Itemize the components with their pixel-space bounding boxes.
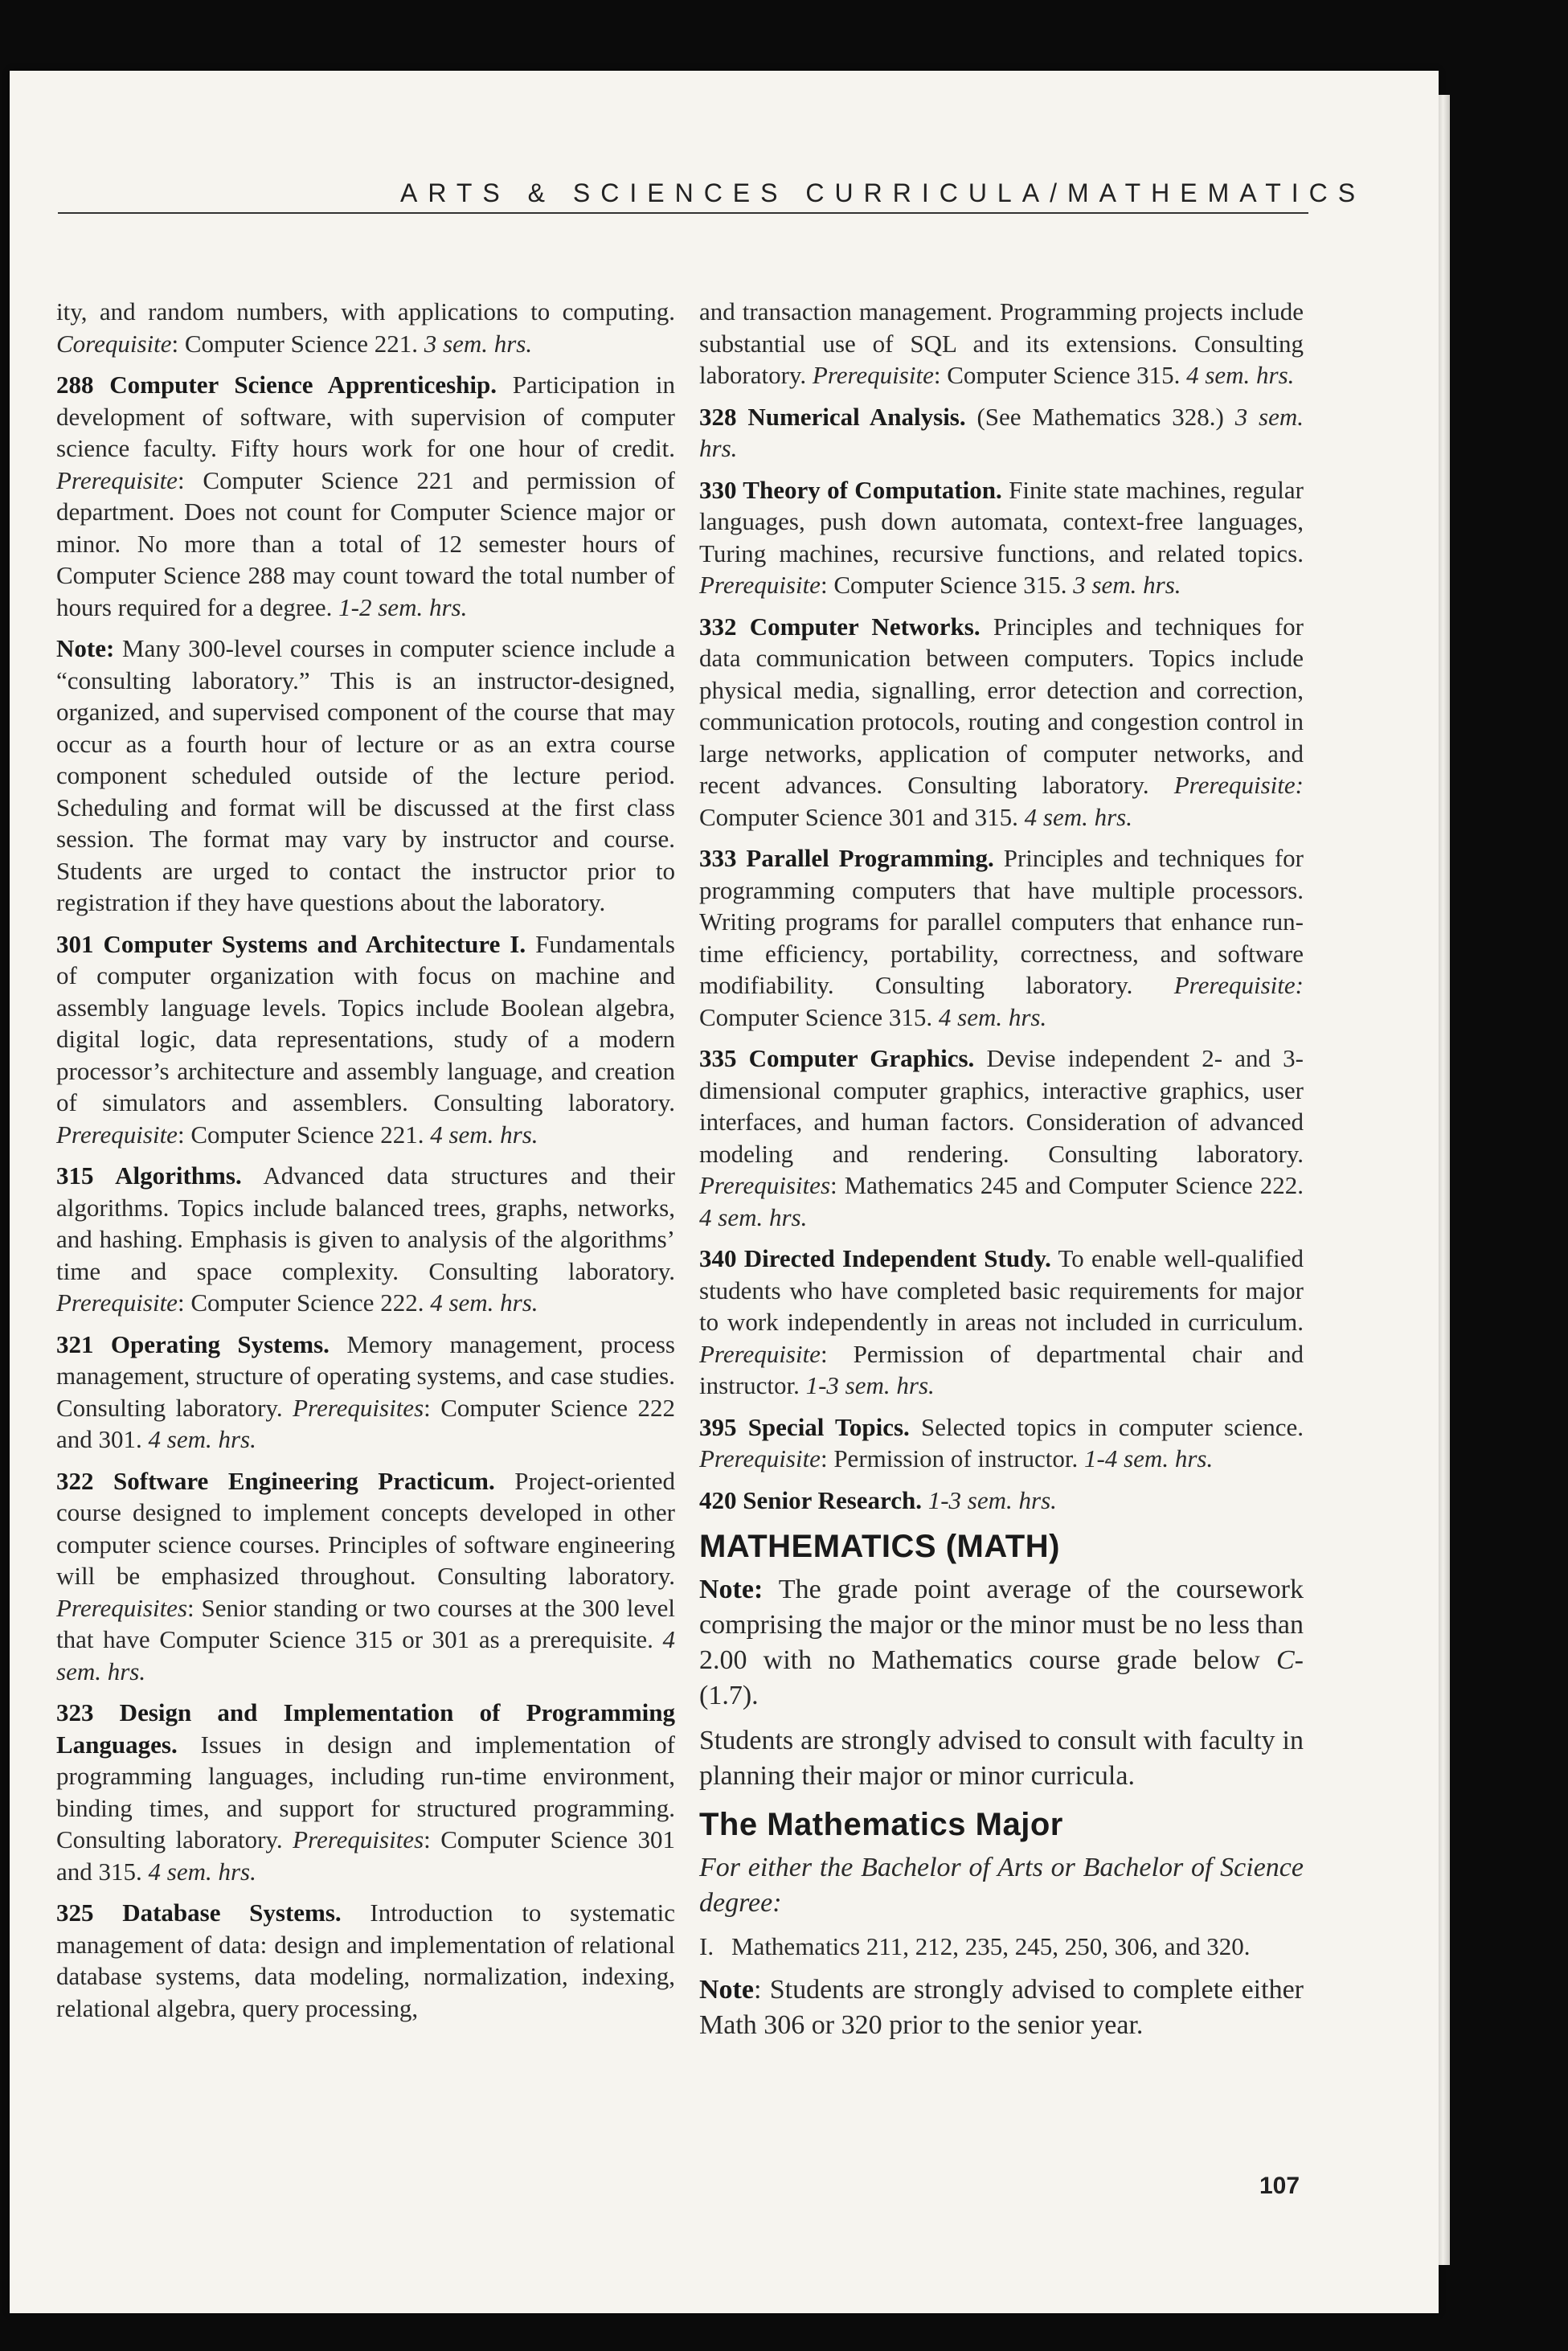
course-title: 420 Senior Research. xyxy=(699,1485,922,1514)
corequisite-label: Corequisite xyxy=(56,329,172,358)
prerequisite-text: : Computer Science 222 and 301. xyxy=(56,1393,675,1453)
prerequisite-label: Prerequisites xyxy=(56,1593,188,1622)
course-description: (See Mathematics 328.) xyxy=(965,402,1235,431)
course-description: Principles and techniques for data communication between computers. Topics include physical media, signalling, error detection and correction, communication protocols, routing and congestion control in large networks, application of computer networks, and recent advances. Consulting laboratory. xyxy=(699,612,1304,799)
prerequisite-label: Prerequisite xyxy=(699,1444,821,1472)
credit-hours: 4 sem. hrs. xyxy=(430,1288,538,1317)
prerequisite-text: : Computer Science 221. xyxy=(177,1120,431,1149)
course-title: 288 Computer Science Apprenticeship. xyxy=(56,371,497,399)
math-gpa-note xyxy=(699,1572,1304,1714)
page-edge xyxy=(1439,95,1450,2265)
credit-hours: 4 sem. hrs. xyxy=(938,1002,1047,1031)
prerequisite-text: : Senior standing or two courses at the 300 level that have Computer Science 315 or 301 as a prerequisite. xyxy=(56,1593,675,1653)
running-head: ARTS & SCIENCES CURRICULA/MATHEMATICS xyxy=(400,178,1366,207)
note-label: Note: xyxy=(699,1575,764,1604)
note-text: The grade point average of the coursework comprising the major or the minor must be no less than 2.00 with no Mathematics course grade below xyxy=(699,1575,1304,1675)
prerequisite-label: Prerequisite xyxy=(56,1288,178,1317)
credit-hours: 4 sem. hrs. xyxy=(430,1120,538,1149)
credit-hours: 1-3 sem. hrs. xyxy=(805,1371,935,1399)
course-description: Memory management, process management, structure of operating systems, and case studies. Consulting laboratory. xyxy=(56,1329,675,1422)
course-328 xyxy=(699,401,1304,465)
credit-hours: 4 sem. hrs. xyxy=(56,1625,675,1685)
page-number: 107 xyxy=(1259,2173,1300,2199)
advising-paragraph: Students are strongly advised to consult with faculty in planning their major or minor curricula. xyxy=(699,1726,1304,1791)
course-description: Advanced data structures and their algorithms. Topics include balanced trees, graphs, networks, and hashing. Emphasis is given to analysis of the algorithms’ time and space complexity. Consulting laboratory. xyxy=(56,1161,676,1285)
course-title: 395 Special Topics. xyxy=(699,1412,910,1441)
note-text: Many 300-level courses in computer science include a “consulting laboratory.” This is an instructor-designed, organized, and supervised component of the course that may occur as a fourth hour of lecture or as an extra course component scheduled outside of the lecture period. Scheduling and format will be discussed at the first class session. The format may vary by instructor and course. Students are urged to contact the instructor prior to registration if they have questions about the laboratory. xyxy=(56,634,675,916)
math-major-heading: The Mathematics Major xyxy=(699,1807,1063,1842)
prerequisite-text: : Permission of departmental chair and instructor. xyxy=(699,1339,1304,1399)
credit-hours: 3 sem. hrs. xyxy=(1073,571,1181,599)
course-title: 332 Computer Networks. xyxy=(699,612,981,641)
course-description: Introduction to systematic management of data: design and implementation of relational database systems, data modeling, normalization, indexing, relational algebra, query processing, xyxy=(56,1898,675,2022)
credit-hours: 4 sem. hrs. xyxy=(1024,802,1132,831)
credit-hours: 4 sem. hrs. xyxy=(1186,361,1295,389)
course-description: Principles and techniques for programming computers that have multiple processors. Writing programs for parallel computers that enhance run-time efficiency, portability, correctness, and software modifiability. Consulting laboratory. xyxy=(699,844,1304,999)
course-321 xyxy=(56,1329,675,1456)
continuation-paragraph xyxy=(56,296,675,359)
course-description: Project-oriented course designed to implement concepts developed in other computer science courses. Principles of software engineering will be emphasized throughout. Consulting laboratory. xyxy=(56,1466,675,1590)
course-title: 340 Directed Independent Study. xyxy=(699,1244,1051,1272)
course-332 xyxy=(699,611,1304,833)
course-title: 328 Numerical Analysis. xyxy=(699,402,966,431)
prerequisite-label: Prerequisite: xyxy=(1173,971,1304,999)
course-title: 301 Computer Systems and Architecture I. xyxy=(56,929,526,958)
course-title: 321 Operating Systems. xyxy=(56,1329,330,1358)
course-322 xyxy=(56,1465,675,1688)
course-description: Participation in development of software, with supervision of computer science faculty. Fifty hours work for one hour of credit. xyxy=(56,371,675,462)
note-text: : Students are strongly advised to complete either Math 306 or 320 prior to the senior year. xyxy=(699,1974,1304,2040)
right-column xyxy=(699,296,1304,2053)
prerequisite-text: : Computer Science 315. xyxy=(820,571,1074,599)
course-description: To enable well-qualified students who have completed basic requirements for major to work independently in areas not included in curriculum. xyxy=(699,1244,1304,1336)
course-330 xyxy=(699,474,1304,601)
course-420 xyxy=(699,1485,1304,1517)
credit-hours: 3 sem. hrs. xyxy=(699,402,1304,462)
text: : Computer Science 221. xyxy=(171,329,424,358)
minimum-grade: C- xyxy=(1276,1645,1304,1675)
prerequisite-label: Prerequisite xyxy=(699,1339,821,1368)
course-title: 325 Database Systems. xyxy=(56,1898,342,1927)
course-title: 315 Algorithms. xyxy=(56,1161,242,1190)
prerequisite-text: : Computer Science 222. xyxy=(177,1288,431,1317)
prerequisite-text: : Permission of instructor. xyxy=(820,1444,1085,1472)
prerequisite-label: Prerequisite xyxy=(56,465,178,494)
text: and transaction management. Programming projects include substantial use of SQL and its extensions. Consulting laboratory. xyxy=(699,297,1304,389)
senior-year-note xyxy=(699,1972,1304,2043)
course-title: 323 Design and Implementation of Programming Languages. xyxy=(56,1698,675,1759)
course-description xyxy=(922,1486,928,1514)
requirement-text: Mathematics 211, 212, 235, 245, 250, 306, and 320. xyxy=(731,1932,1251,1960)
credit-hours: 3 sem. hrs. xyxy=(424,329,533,358)
left-column xyxy=(56,296,675,2034)
course-description: Issues in design and implementation of programming languages, including run-time environment, binding times, and support for structured programming. Consulting laboratory. xyxy=(56,1730,675,1853)
course-title: 330 Theory of Computation. xyxy=(699,475,1002,504)
course-333 xyxy=(699,842,1304,1033)
requirement-item xyxy=(699,1931,1304,1963)
course-325-continued xyxy=(699,296,1304,391)
prerequisite-label: Prerequisite xyxy=(699,571,821,599)
course-301 xyxy=(56,928,675,1151)
prerequisite-label: Prerequisites xyxy=(699,1171,831,1199)
mathematics-section-heading: MATHEMATICS (MATH) xyxy=(699,1529,1060,1564)
credit-hours: 1-2 sem. hrs. xyxy=(338,592,468,621)
course-325 xyxy=(56,1897,675,2024)
credit-hours: 4 sem. hrs. xyxy=(148,1857,256,1886)
note-label: Note xyxy=(699,1974,754,2005)
course-description: Finite state machines, regular languages, push down automata, context-free languages, Turing machines, recursive functions, and related topics. xyxy=(699,475,1304,567)
prerequisite-label: Prerequisite: xyxy=(1173,771,1304,799)
course-395 xyxy=(699,1411,1304,1475)
header-rule xyxy=(58,212,1308,214)
credit-hours: 4 sem. hrs. xyxy=(699,1202,808,1231)
prerequisite-label: Prerequisite xyxy=(812,361,934,389)
course-335 xyxy=(699,1042,1304,1233)
text: ity, and random numbers, with applications to computing. xyxy=(56,297,675,326)
consulting-lab-note xyxy=(56,633,675,919)
course-340 xyxy=(699,1243,1304,1402)
course-description: Devise independent 2- and 3-dimensional computer graphics, interactive graphics, user interfaces, and human factors. Consideration of advanced modeling and rendering. Consulting laboratory. xyxy=(699,1044,1304,1168)
credit-hours: 1-3 sem. hrs. xyxy=(927,1485,1057,1514)
prerequisite-text: : Mathematics 245 and Computer Science 222. xyxy=(830,1171,1304,1199)
credit-hours: 1-4 sem. hrs. xyxy=(1084,1444,1214,1472)
course-288 xyxy=(56,369,675,623)
prerequisite-text: Computer Science 315. xyxy=(699,1002,939,1031)
course-title: 322 Software Engineering Practicum. xyxy=(56,1466,495,1495)
prerequisite-label: Prerequisite xyxy=(56,1120,178,1149)
prerequisite-text: : Computer Science 301 and 315. xyxy=(56,1825,675,1886)
prerequisite-label: Prerequisites xyxy=(293,1393,424,1422)
requirement-number: I. xyxy=(699,1932,714,1960)
course-description: Fundamentals of computer organization with focus on machine and assembly language levels. Topics include Boolean algebra, digital logic, data representations, study of a modern processor’s architecture and assembly language, and creation of simulators and assemblers. Consulting laboratory. xyxy=(56,929,675,1116)
credit-hours: 4 sem. hrs. xyxy=(148,1425,256,1453)
course-title: 333 Parallel Programming. xyxy=(699,844,994,872)
prerequisite-label: Prerequisites xyxy=(293,1825,424,1853)
prerequisite-text: : Computer Science 221 and permission of department. Does not count for Computer Science major or minor. No more than a total of 12 semester hours of Computer Science 288 may count toward the total number of hours required for a degree. xyxy=(56,465,675,621)
prerequisite-text: : Computer Science 315. xyxy=(933,361,1187,389)
course-title: 335 Computer Graphics. xyxy=(699,1044,975,1072)
note-label: Note: xyxy=(56,634,115,662)
course-description: Selected topics in computer science. xyxy=(909,1412,1304,1441)
degree-intro: For either the Bachelor of Arts or Bachelor of Science degree: xyxy=(699,1853,1304,1918)
course-323 xyxy=(56,1697,675,1887)
prerequisite-text: Computer Science 301 and 315. xyxy=(699,802,1025,831)
note-text: (1.7). xyxy=(699,1681,759,1710)
course-315 xyxy=(56,1160,675,1319)
